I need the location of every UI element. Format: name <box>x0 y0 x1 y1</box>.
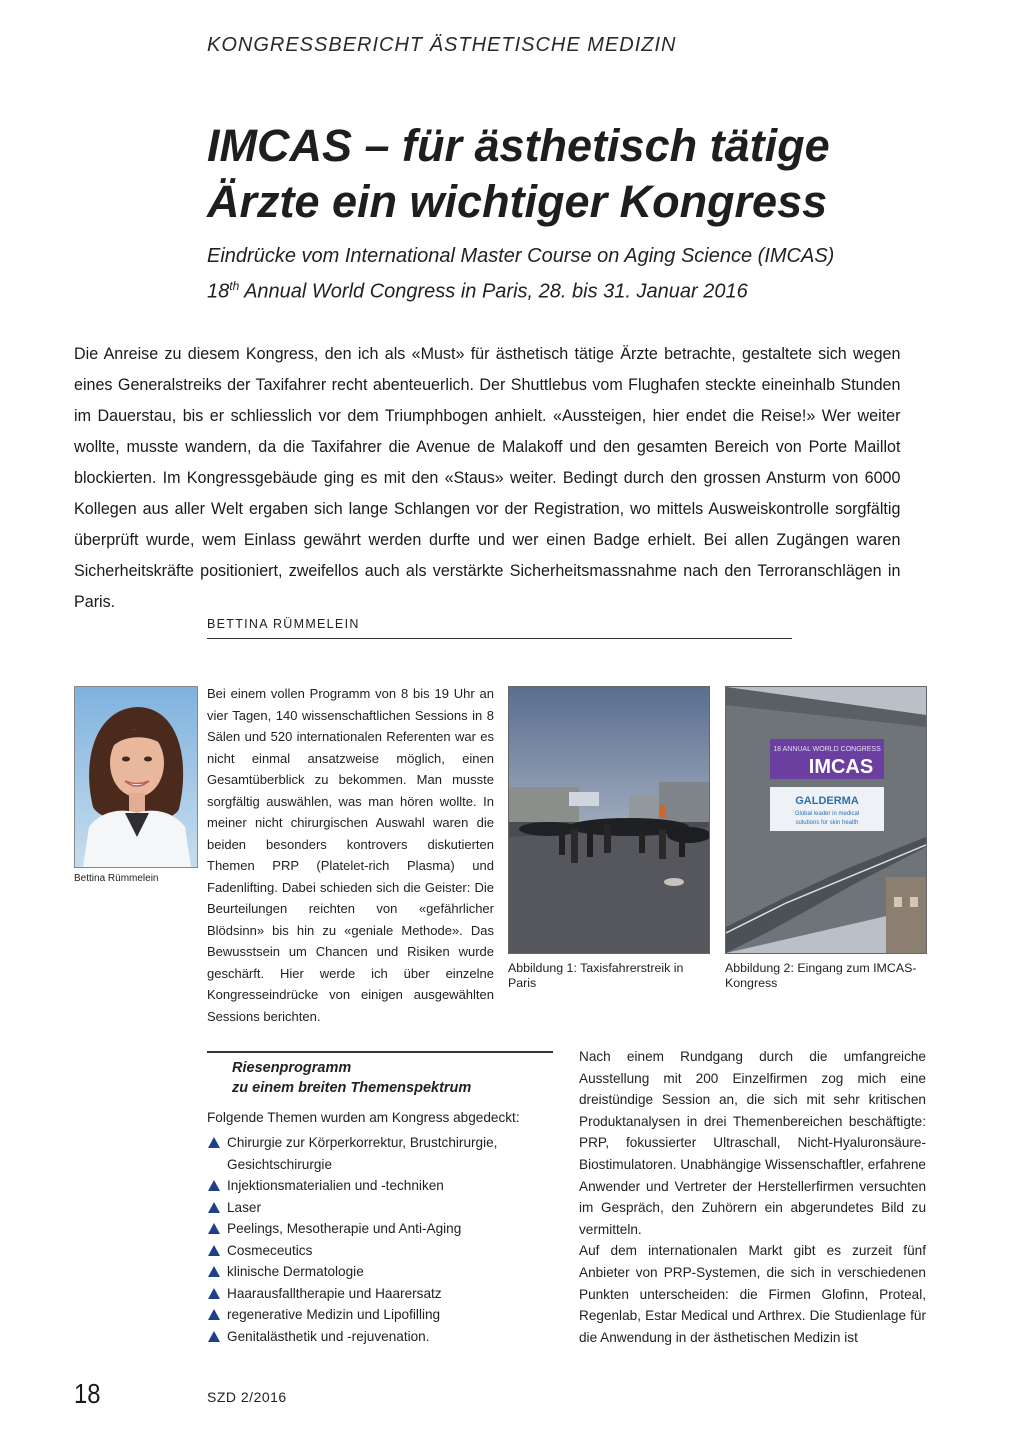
list-item: Injektionsmaterialien und -techniken <box>207 1175 567 1197</box>
triangle-bullet-icon <box>208 1331 220 1342</box>
title-line-1: IMCAS – für ästhetisch tätige <box>207 120 830 171</box>
list-item: Chirurgie zur Körperkorrektur, Brustchirurgie, Gesichtschirurgie <box>207 1132 567 1175</box>
list-item: regenerative Medizin und Lipofilling <box>207 1304 567 1326</box>
figure-2-photo <box>725 686 927 954</box>
portrait-image <box>75 687 197 867</box>
triangle-bullet-icon <box>208 1137 220 1148</box>
journal-issue: SZD 2/2016 <box>207 1389 287 1405</box>
topics-intro: Folgende Themen wurden am Kongress abgedeckt: <box>207 1110 520 1125</box>
col3-paragraph-1: Nach einem Rundgang durch die umfangreiche Ausstellung mit 200 Einzelfirmen zog mich eine dreistündige Session an, die sich mit sehr kritischen Produktanalysen in drei Themenbereichen beschäftigte: PRP, fokussierter Ultraschall, Nicht-Hyaluronsäure-Biostimulatoren. Unabhängige Wissenschaftler, erfahrene Anwender und Vertreter der Herstellerfirmen versuchten im Gespräch, den Zuhörern ein abgerundetes Bild zu vermitteln. <box>579 1049 926 1237</box>
list-item: klinische Dermatologie <box>207 1261 567 1283</box>
intro-paragraph: Die Anreise zu diesem Kongress, den ich als «Must» für ästhetisch tätige Ärzte betrachte, gestaltete sich wegen eines Generalstreiks der Taxifahrer recht abenteuerlich. Der Shuttlebus vom Flughafen steckte eineinhalb Stunden im Dauerstau, bis er schliesslich vor dem Triumphbogen anhielt. «Aussteigen, hier endet die Reise!» Wer weiter wollte, musste wandern, da die Taxifahrer die Avenue de Malakoff und den gesamten Bereich von Porte Maillot blockierten. Im Kongressgebäude ging es mit den «Staus» weiter. Bedingt durch den grossen Ansturm von 6000 Kollegen aus aller Welt ergaben sich lange Schlangen vor der Registration, wo mittels Ausweiskontrolle sorgfältig überprüft wurde, wem Einlass gewährt werden durfte und wer einen Badge erhielt. Bei allen Zugängen waren Sicherheitskräfte positioniert, zweifellos auch als verstärkte Sicherheitsmassnahme nach den Terroranschlägen in Paris. <box>74 344 901 611</box>
subtitle-line-2 <box>207 271 967 307</box>
subtitle-num: 18 <box>207 280 230 303</box>
article-title <box>207 118 967 230</box>
svg-text:Global leader in medical: Global leader in medical <box>794 811 860 817</box>
box-title-line-2: zu einem breiten Themenspektrum <box>232 1080 472 1096</box>
author-byline: BETTINA RÜMMELEIN <box>207 617 792 639</box>
subtitle-line-1: Eindrücke vom International Master Course on Aging Science (IMCAS) <box>207 245 835 267</box>
topics-box-title <box>232 1058 552 1098</box>
triangle-bullet-icon <box>208 1266 220 1277</box>
column-1-text: Bei einem vollen Programm von 8 bis 19 Uhr an vier Tagen, 140 wissenschaftlichen Sessions in 8 Sälen und 520 internationalen Referenten war es nicht einmal ansatzweise möglich, einen Gesamtüberblick zu bekommen. Man musste sorgfältig auswählen, was man hören wollte. In meiner nicht chirurgischen Auswahl waren die beiden besonders kontrovers diskutierten Themen PRP (Platelet-rich Plasma) und Fadenlifting. Dabei schieden sich die Geister: Die Beurteilungen reichten von «gefährlicher Blödsinn» bis hin zu «geniale Methode». Das Bewusstsein um Chancen und Risiken wurde geschärft. Hier werde ich über einzelne Kongresseindrücke von einigen ausgewählten Sessions berichten. <box>207 686 494 1024</box>
portrait-caption: Bettina Rümmelein <box>74 873 159 884</box>
triangle-bullet-icon <box>208 1180 220 1191</box>
section-label: KONGRESSBERICHT ÄSTHETISCHE MEDIZIN <box>207 34 677 56</box>
list-item: Laser <box>207 1197 567 1219</box>
topics-box-rule <box>207 1051 553 1053</box>
article-subtitle <box>207 241 967 307</box>
figure-1-caption: Abbildung 1: Taxisfahrerstreik in Paris <box>508 961 684 990</box>
list-item: Haarausfalltherapie und Haarersatz <box>207 1283 567 1305</box>
list-item: Genitalästhetik und -rejuvenation. <box>207 1326 567 1348</box>
galderma-sign-text: GALDERMA <box>795 795 859 807</box>
imcas-sign-text: IMCAS <box>808 756 874 778</box>
congress-entrance-image <box>726 687 926 953</box>
list-item: Cosmeceutics <box>207 1240 567 1262</box>
page-number: 18 <box>74 1378 101 1409</box>
taxi-strike-image <box>509 687 709 953</box>
box-title-line-1: Riesenprogramm <box>232 1060 352 1076</box>
svg-text:18 ANNUAL WORLD CONGRESS: 18 ANNUAL WORLD CONGRESS <box>773 746 881 753</box>
col3-paragraph-2: Auf dem internationalen Markt gibt es zurzeit fünf Anbieter von PRP-Systemen, die sich in verschiedenen Punkten unterscheiden: die Firmen Glofinn, Proteal, Regenlab, Estar Medical und Arthrex. Die Studienlage für die Anwendung in der ästhetischen Medizin ist <box>579 1243 926 1345</box>
triangle-bullet-icon <box>208 1223 220 1234</box>
subtitle-rest: Annual World Congress in Paris, 28. bis 31. Januar 2016 <box>239 280 748 303</box>
triangle-bullet-icon <box>208 1202 220 1213</box>
triangle-bullet-icon <box>208 1245 220 1256</box>
list-item: Peelings, Mesotherapie und Anti-Aging <box>207 1218 567 1240</box>
figure-1-photo <box>508 686 710 954</box>
subtitle-sup: th <box>229 279 240 293</box>
triangle-bullet-icon <box>208 1288 220 1299</box>
figure-2-caption: Abbildung 2: Eingang zum IMCAS-Kongress <box>725 961 917 990</box>
title-line-2: Ärzte ein wichtiger Kongress <box>207 176 828 227</box>
column-3-text <box>579 1046 926 1348</box>
triangle-bullet-icon <box>208 1309 220 1320</box>
author-portrait <box>74 686 198 868</box>
topics-list <box>207 1132 567 1347</box>
svg-text:solutions for skin health: solutions for skin health <box>795 820 859 826</box>
